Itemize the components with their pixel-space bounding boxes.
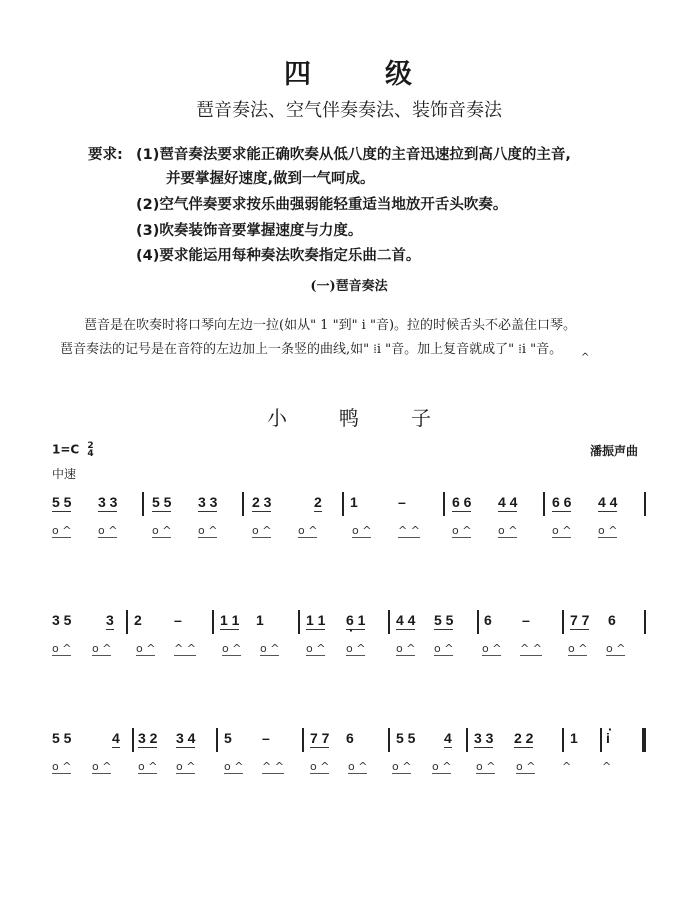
breath-mark: o ^ xyxy=(606,642,626,655)
breath-mark: o ^ xyxy=(516,760,536,773)
breath-mark: o ^ xyxy=(176,760,196,773)
breath-mark: o ^ xyxy=(346,642,366,655)
barline xyxy=(562,610,564,634)
level-char-2: 级 xyxy=(385,59,414,90)
breath-mark: o ^ xyxy=(476,760,496,773)
breath-mark: ^ xyxy=(602,760,612,773)
note: 2 xyxy=(314,494,322,510)
note: 1 1 xyxy=(220,612,240,628)
barline xyxy=(126,610,128,634)
song-title xyxy=(0,402,698,431)
final-barline xyxy=(642,728,646,752)
breath-mark: o ^ xyxy=(224,760,244,773)
song-title-char-1: 小 xyxy=(267,406,287,430)
section-title: (一)琶音奏法 xyxy=(310,279,388,294)
note: 4 4 xyxy=(598,494,618,510)
notes-line xyxy=(52,730,610,754)
note: 6 6 xyxy=(552,494,572,510)
breath-mark: o ^ xyxy=(552,524,572,537)
barline xyxy=(388,728,390,752)
barline xyxy=(443,492,445,516)
chord-caret: ^ xyxy=(581,352,590,363)
breath-mark: o ^ xyxy=(152,524,172,537)
breath-mark: o ^ xyxy=(98,524,118,537)
note: 5 5 xyxy=(396,730,416,746)
breath-mark: o ^ xyxy=(92,760,112,773)
barline xyxy=(242,492,244,516)
breath-mark: o ^ xyxy=(348,760,368,773)
note: 3 4 xyxy=(176,730,196,746)
note: 4 xyxy=(444,730,452,746)
time-sig-top: 2 xyxy=(87,441,94,451)
breath-mark: o ^ xyxy=(298,524,318,537)
key-signature xyxy=(52,442,94,458)
barline xyxy=(562,728,564,752)
note: 3 3 xyxy=(474,730,494,746)
note: 6 1 · xyxy=(346,612,365,630)
breath-mark: o ^ xyxy=(252,524,272,537)
paragraph-2: 琶音奏法的记号是在音符的左边加上一条竖的曲线,如" ⁞i "音。加上复音就成了" ⁞i "音。 xyxy=(60,342,563,357)
breath-mark: o ^ xyxy=(136,642,156,655)
breath-mark: o ^ xyxy=(310,760,330,773)
score-row-2 xyxy=(52,612,652,672)
note: 1 xyxy=(350,494,358,510)
barline xyxy=(342,492,344,516)
barline xyxy=(132,728,134,752)
requirement-1: (1)琶音奏法要求能正确吹奏从低八度的主音迅速拉到高八度的主音, xyxy=(136,147,571,163)
breath-mark: ^ ^ xyxy=(262,760,284,773)
note: 5 5 xyxy=(52,494,72,510)
subtitle: 琶音奏法、空气伴奏奏法、装饰音奏法 xyxy=(196,100,502,121)
breath-mark: o ^ xyxy=(452,524,472,537)
breath-mark: o ^ xyxy=(482,642,502,655)
breath-mark: o ^ xyxy=(52,642,72,655)
note: 4 xyxy=(112,730,120,746)
score-row-3 xyxy=(52,730,652,790)
song-title-char-2: 鸭 xyxy=(339,406,359,430)
barline xyxy=(216,728,218,752)
breath-mark: o ^ xyxy=(222,642,242,655)
note: 1 xyxy=(256,612,264,628)
barline xyxy=(302,728,304,752)
note: 2 3 xyxy=(252,494,272,510)
breath-mark: o ^ xyxy=(568,642,588,655)
requirement-2: (2)空气伴奏要求按乐曲强弱能轻重适当地放开舌头吹奏。 xyxy=(136,197,508,213)
song-title-char-3: 子 xyxy=(411,406,431,430)
note: 2 2 xyxy=(514,730,534,746)
breath-mark: ^ xyxy=(562,760,572,773)
breath-mark: o ^ xyxy=(198,524,218,537)
note: 5 5 xyxy=(152,494,172,510)
note: 4 4 xyxy=(396,612,416,628)
paragraph-1: 琶音是在吹奏时将口琴向左边一拉(如从" 1 "到" i "音)。拉的时候舌头不必盖住口琴。 xyxy=(84,318,577,333)
note: 3 3 xyxy=(198,494,218,510)
breath-mark: ^ ^ xyxy=(398,524,420,537)
breath-mark: o ^ xyxy=(432,760,452,773)
note: 3 2 xyxy=(138,730,158,746)
note: 6 xyxy=(346,730,354,746)
barline xyxy=(466,728,468,752)
note: 3 3 xyxy=(98,494,118,510)
breath-mark: ^ ^ xyxy=(520,642,542,655)
requirement-1-continued: 并要掌握好速度,做到一气呵成。 xyxy=(166,171,375,187)
composer: 潘振声曲 xyxy=(590,444,639,458)
barline xyxy=(212,610,214,634)
note: 3 xyxy=(106,612,114,628)
note: 5 5 xyxy=(52,730,72,746)
requirement-3: (3)吹奏装饰音要掌握速度与力度。 xyxy=(136,223,363,239)
breath-mark: o ^ xyxy=(306,642,326,655)
level-char-1: 四 xyxy=(284,59,313,90)
breath-mark: o ^ xyxy=(392,760,412,773)
breath-mark: o ^ xyxy=(138,760,158,773)
barline xyxy=(388,610,390,634)
note: 6 xyxy=(484,612,492,628)
requirements-label: 要求: xyxy=(88,147,123,163)
barline xyxy=(600,728,602,752)
level-title xyxy=(0,52,698,91)
note: 4 4 xyxy=(498,494,518,510)
breath-mark: ^ ^ xyxy=(174,642,196,655)
key: 1=C xyxy=(52,442,80,457)
barline xyxy=(142,492,144,516)
breath-mark: o ^ xyxy=(498,524,518,537)
hold-dash: – xyxy=(262,730,270,746)
tempo-marking: 中速 xyxy=(52,467,77,481)
barline xyxy=(644,492,646,516)
note: · i xyxy=(606,730,610,746)
barline xyxy=(543,492,545,516)
hold-dash: – xyxy=(522,612,530,628)
score-row-1 xyxy=(52,494,652,554)
note: 5 5 xyxy=(434,612,454,628)
breath-mark: o ^ xyxy=(92,642,112,655)
breath-mark: o ^ xyxy=(352,524,372,537)
note: 7 7 xyxy=(310,730,330,746)
breath-mark: o ^ xyxy=(52,760,72,773)
note: 6 xyxy=(608,612,616,628)
time-sig-bottom: 4 xyxy=(87,449,94,459)
breath-mark: o ^ xyxy=(434,642,454,655)
hold-dash: – xyxy=(398,494,406,510)
note: 1 1 xyxy=(306,612,326,628)
barline xyxy=(644,610,646,634)
note: 6 6 xyxy=(452,494,472,510)
barline xyxy=(477,610,479,634)
breath-mark: o ^ xyxy=(52,524,72,537)
notes-line xyxy=(52,612,616,636)
time-signature xyxy=(87,442,93,458)
barline xyxy=(298,610,300,634)
breath-mark: o ^ xyxy=(260,642,280,655)
note: 5 xyxy=(224,730,232,746)
requirement-4: (4)要求能运用每种奏法吹奏指定乐曲二首。 xyxy=(136,248,421,264)
note: 2 xyxy=(134,612,142,628)
note: 7 7 xyxy=(570,612,590,628)
note: 1 xyxy=(570,730,578,746)
note: 3 5 xyxy=(52,612,72,628)
hold-dash: – xyxy=(174,612,182,628)
breath-mark: o ^ xyxy=(396,642,416,655)
breath-mark: o ^ xyxy=(598,524,618,537)
